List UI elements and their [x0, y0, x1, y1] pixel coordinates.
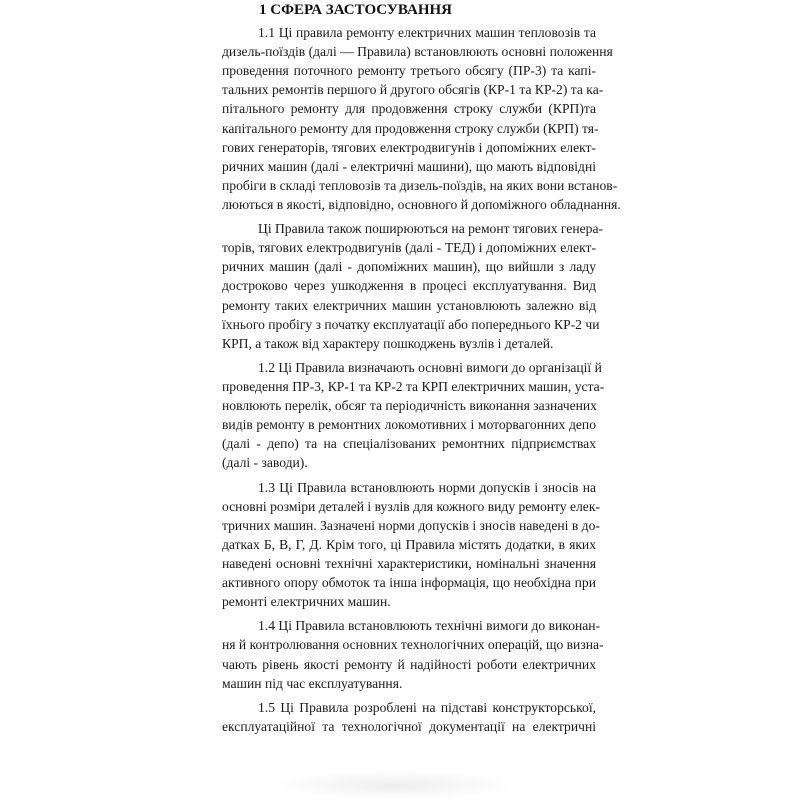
text-line: ремонту таких електричних машин установлюють залежно від [222, 297, 596, 313]
text-line: тальних ремонтів першого й другого обсягів (КР-1 та КР-2) та ка- [222, 82, 604, 98]
text-line: (далі - депо) та на спеціалізованих ремонтних підприємствах [222, 436, 596, 452]
text-line: тричних машин. Зазначені норми допусків і зносів наведені в до- [222, 517, 600, 533]
text-line: наведені основні технічні характеристики, номінальні значення [222, 555, 596, 571]
text-line: датках Б, В, Г, Д. Крім того, ці Правила містять додатки, в яких [222, 536, 596, 552]
paragraph-1-1 [222, 23, 621, 214]
text-line: достроково через ушкодження в процесі експлуатування. Вид [222, 278, 596, 294]
text-line: пітального ремонту для продовження строку служби (КРП)та [222, 101, 596, 117]
text-line: 1.1 Ці правила ремонту електричних машин тепловозів та [258, 25, 596, 40]
text-line: видів ремонту в ремонтних локомотивних і моторвагонних депо [222, 417, 596, 433]
text-line: машин під час експлуатування. [222, 675, 403, 691]
text-line: 1.2 Ці Правила визначають основні вимоги до організації й [258, 359, 602, 375]
text-line: Ці Правила також поширюються на ремонт тягових генера- [258, 221, 604, 237]
text-line: ремонті електричних машин. [222, 594, 391, 610]
text-line: торів, тягових електродвигунів (далі - ТЕД) і допоміжних елект- [222, 240, 596, 256]
document-body [222, 23, 621, 736]
text-line: чають рівень якості ремонту й надійності роботи електричних [222, 656, 596, 672]
paragraph-1-4 [222, 616, 604, 692]
paragraph-1-3 [222, 478, 600, 612]
text-line: новлюють перелік, обсяг та періодичність виконання зазначених [222, 398, 597, 414]
text-line: гових генераторів, тягових електродвигунів і допоміжних елект- [222, 139, 596, 155]
paragraph-1-2 [222, 358, 605, 473]
text-line: їхнього пробігу з початку експлуатації або попереднього КР-2 чи [222, 316, 600, 332]
text-line: дизель-поїздів (далі — Правила) встановлюють основні положення [222, 44, 613, 60]
page-shadow [270, 770, 520, 800]
text-line: активного опору обмоток та інша інформація, що необхідна при [222, 575, 596, 591]
text-line: ричних машин (далі - електричні машини), що мають відповідні [222, 158, 596, 174]
text-line: ричних машин (далі - допоміжних машин), що вийшли з ладу [222, 259, 596, 275]
text-line: 1.3 Ці Правила встановлюють норми допусків і зносів на [258, 479, 596, 495]
text-line: 1.4 Ці Правила встановлюють технічні вимоги до виконан- [258, 618, 601, 634]
text-line: основні розміри деталей і вузлів для кожного виду ремонту елек- [222, 498, 600, 514]
text-line: (далі - заводи). [222, 455, 308, 471]
text-line: проведення поточного ремонту третього обсягу (ПР-3) та капі- [222, 63, 596, 79]
paragraph-1-1-continued [222, 219, 604, 353]
text-line: 1.5 Ці Правила розроблені на підставі конструкторської, [258, 699, 596, 715]
text-line: проведення ПР-3, КР-1 та КР-2 та КРП електричних машин, уста- [222, 378, 605, 394]
text-line: експлуатаційної та технологічної документації на електричні [222, 718, 596, 734]
text-line: ня й контролювання основних технологічних операцій, що визна- [222, 637, 604, 653]
paragraph-1-5 [222, 698, 596, 736]
text-line: капітального ремонту для продовження строку служби (КРП) тя- [222, 120, 599, 136]
text-line: люються в якості, відповідно, основного й допоміжного обладнання. [222, 196, 621, 212]
section-heading: 1 СФЕРА ЗАСТОСУВАННЯ [259, 2, 452, 18]
text-line: пробіги в складі тепловозів та дизель-поїздів, на яких вони встанов- [222, 177, 618, 193]
text-line: КРП, а також від характеру пошкоджень вузлів і деталей. [222, 335, 554, 351]
